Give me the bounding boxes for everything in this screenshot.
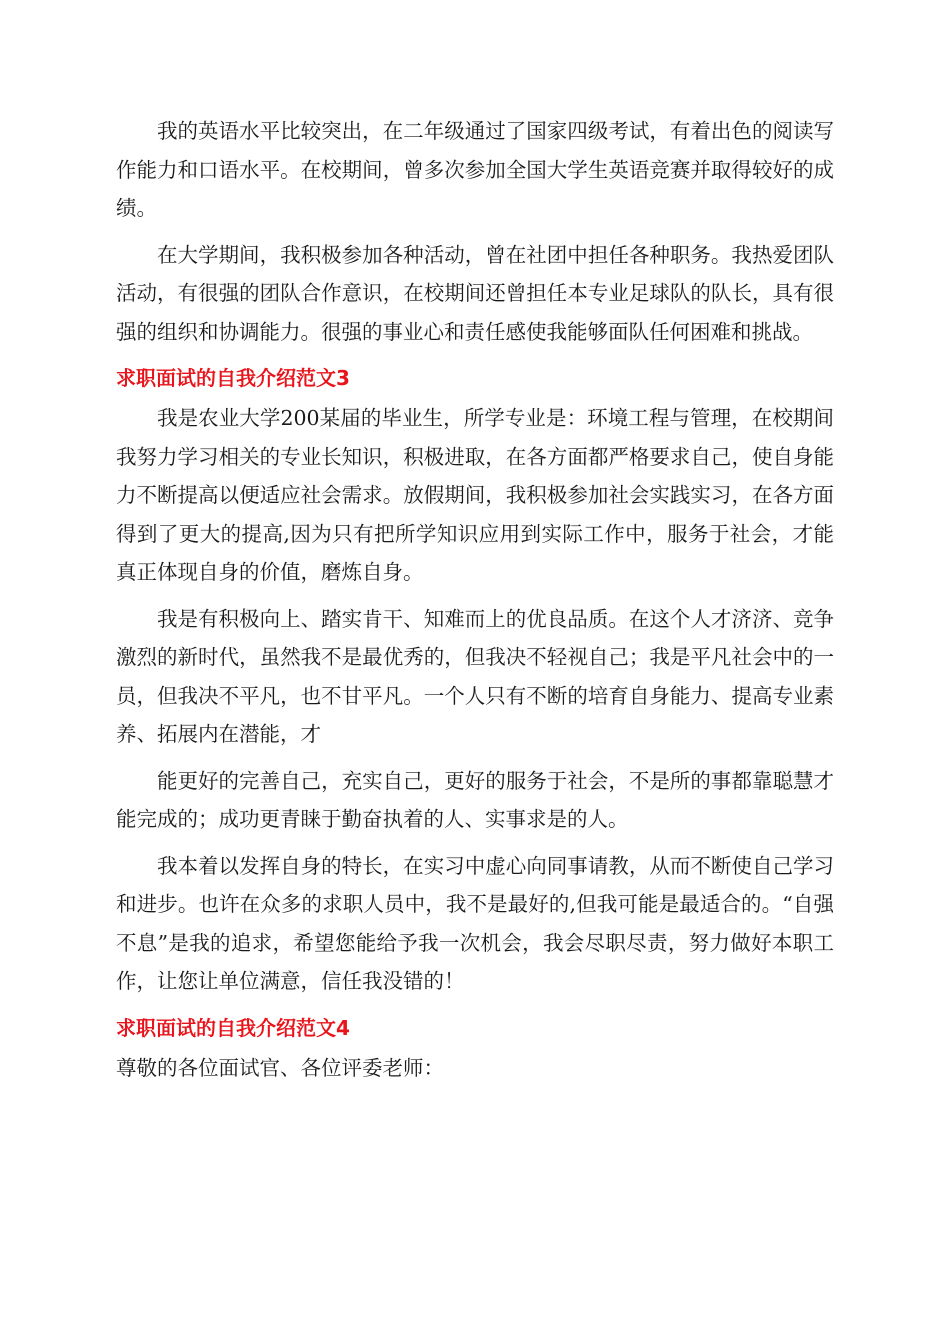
paragraph-activities: 在大学期间，我积极参加各种活动，曾在社团中担任各种职务。我热爱团队活动，有很强的团队合作意识，在校期间还曾担任本专业足球队的队长，具有很强的组织和协调能力。很强的事业心和责任感使我能够面队任何困难和挑战。 (116, 242, 834, 344)
document-body (116, 112, 834, 1095)
section-heading-4: 求职面试的自我介绍范文4 (116, 1015, 350, 1040)
paragraph-education: 我是农业大学200某届的毕业生，所学专业是：环境工程与管理，在校期间我努力学习相关的专业长知识，积极进取，在各方面都严格要求自己，使自身能力不断提高以便适应社会需求。放假期间，我积极参加社会实践实习，在各方面得到了更大的提高,因为只有把所学知识应用到实际工作中，服务于社会，才能真正体现自身的价值，磨炼自身。 (116, 406, 834, 584)
paragraph-qualities: 我是有积极向上、踏实肯干、知难而上的优良品质。在这个人才济济、竞争激烈的新时代，虽然我不是最优秀的，但我决不轻视自己；我是平凡社会中的一员，但我决不平凡，也不甘平凡。一个人只有不断的培育自身能力、提高专业素养、拓展内在潜能，才 (116, 606, 834, 746)
paragraph-closing: 我本着以发挥自身的特长，在实习中虚心向同事请教，从而不断使自己学习和进步。也许在众多的求职人员中，我不是最好的,但我可能是最适合的。“自强不息”是我的追求，希望您能给予我一次机会，我会尽职尽责，努力做好本职工作，让您让单位满意，信任我没错的！ (116, 853, 834, 993)
section-heading-3: 求职面试的自我介绍范文3 (116, 366, 350, 390)
greeting-line: 尊敬的各位面试官、各位评委老师： (116, 1055, 444, 1080)
paragraph-continuation: 能更好的完善自己，充实自己，更好的服务于社会，不是所的事都靠聪慧才能完成的；成功更青睐于勤奋执着的人、实事求是的人。 (116, 768, 834, 831)
paragraph-english-skills: 我的英语水平比较突出，在二年级通过了国家四级考试，有着出色的阅读写作能力和口语水平。在校期间，曾多次参加全国大学生英语竞赛并取得较好的成绩。 (116, 119, 834, 220)
